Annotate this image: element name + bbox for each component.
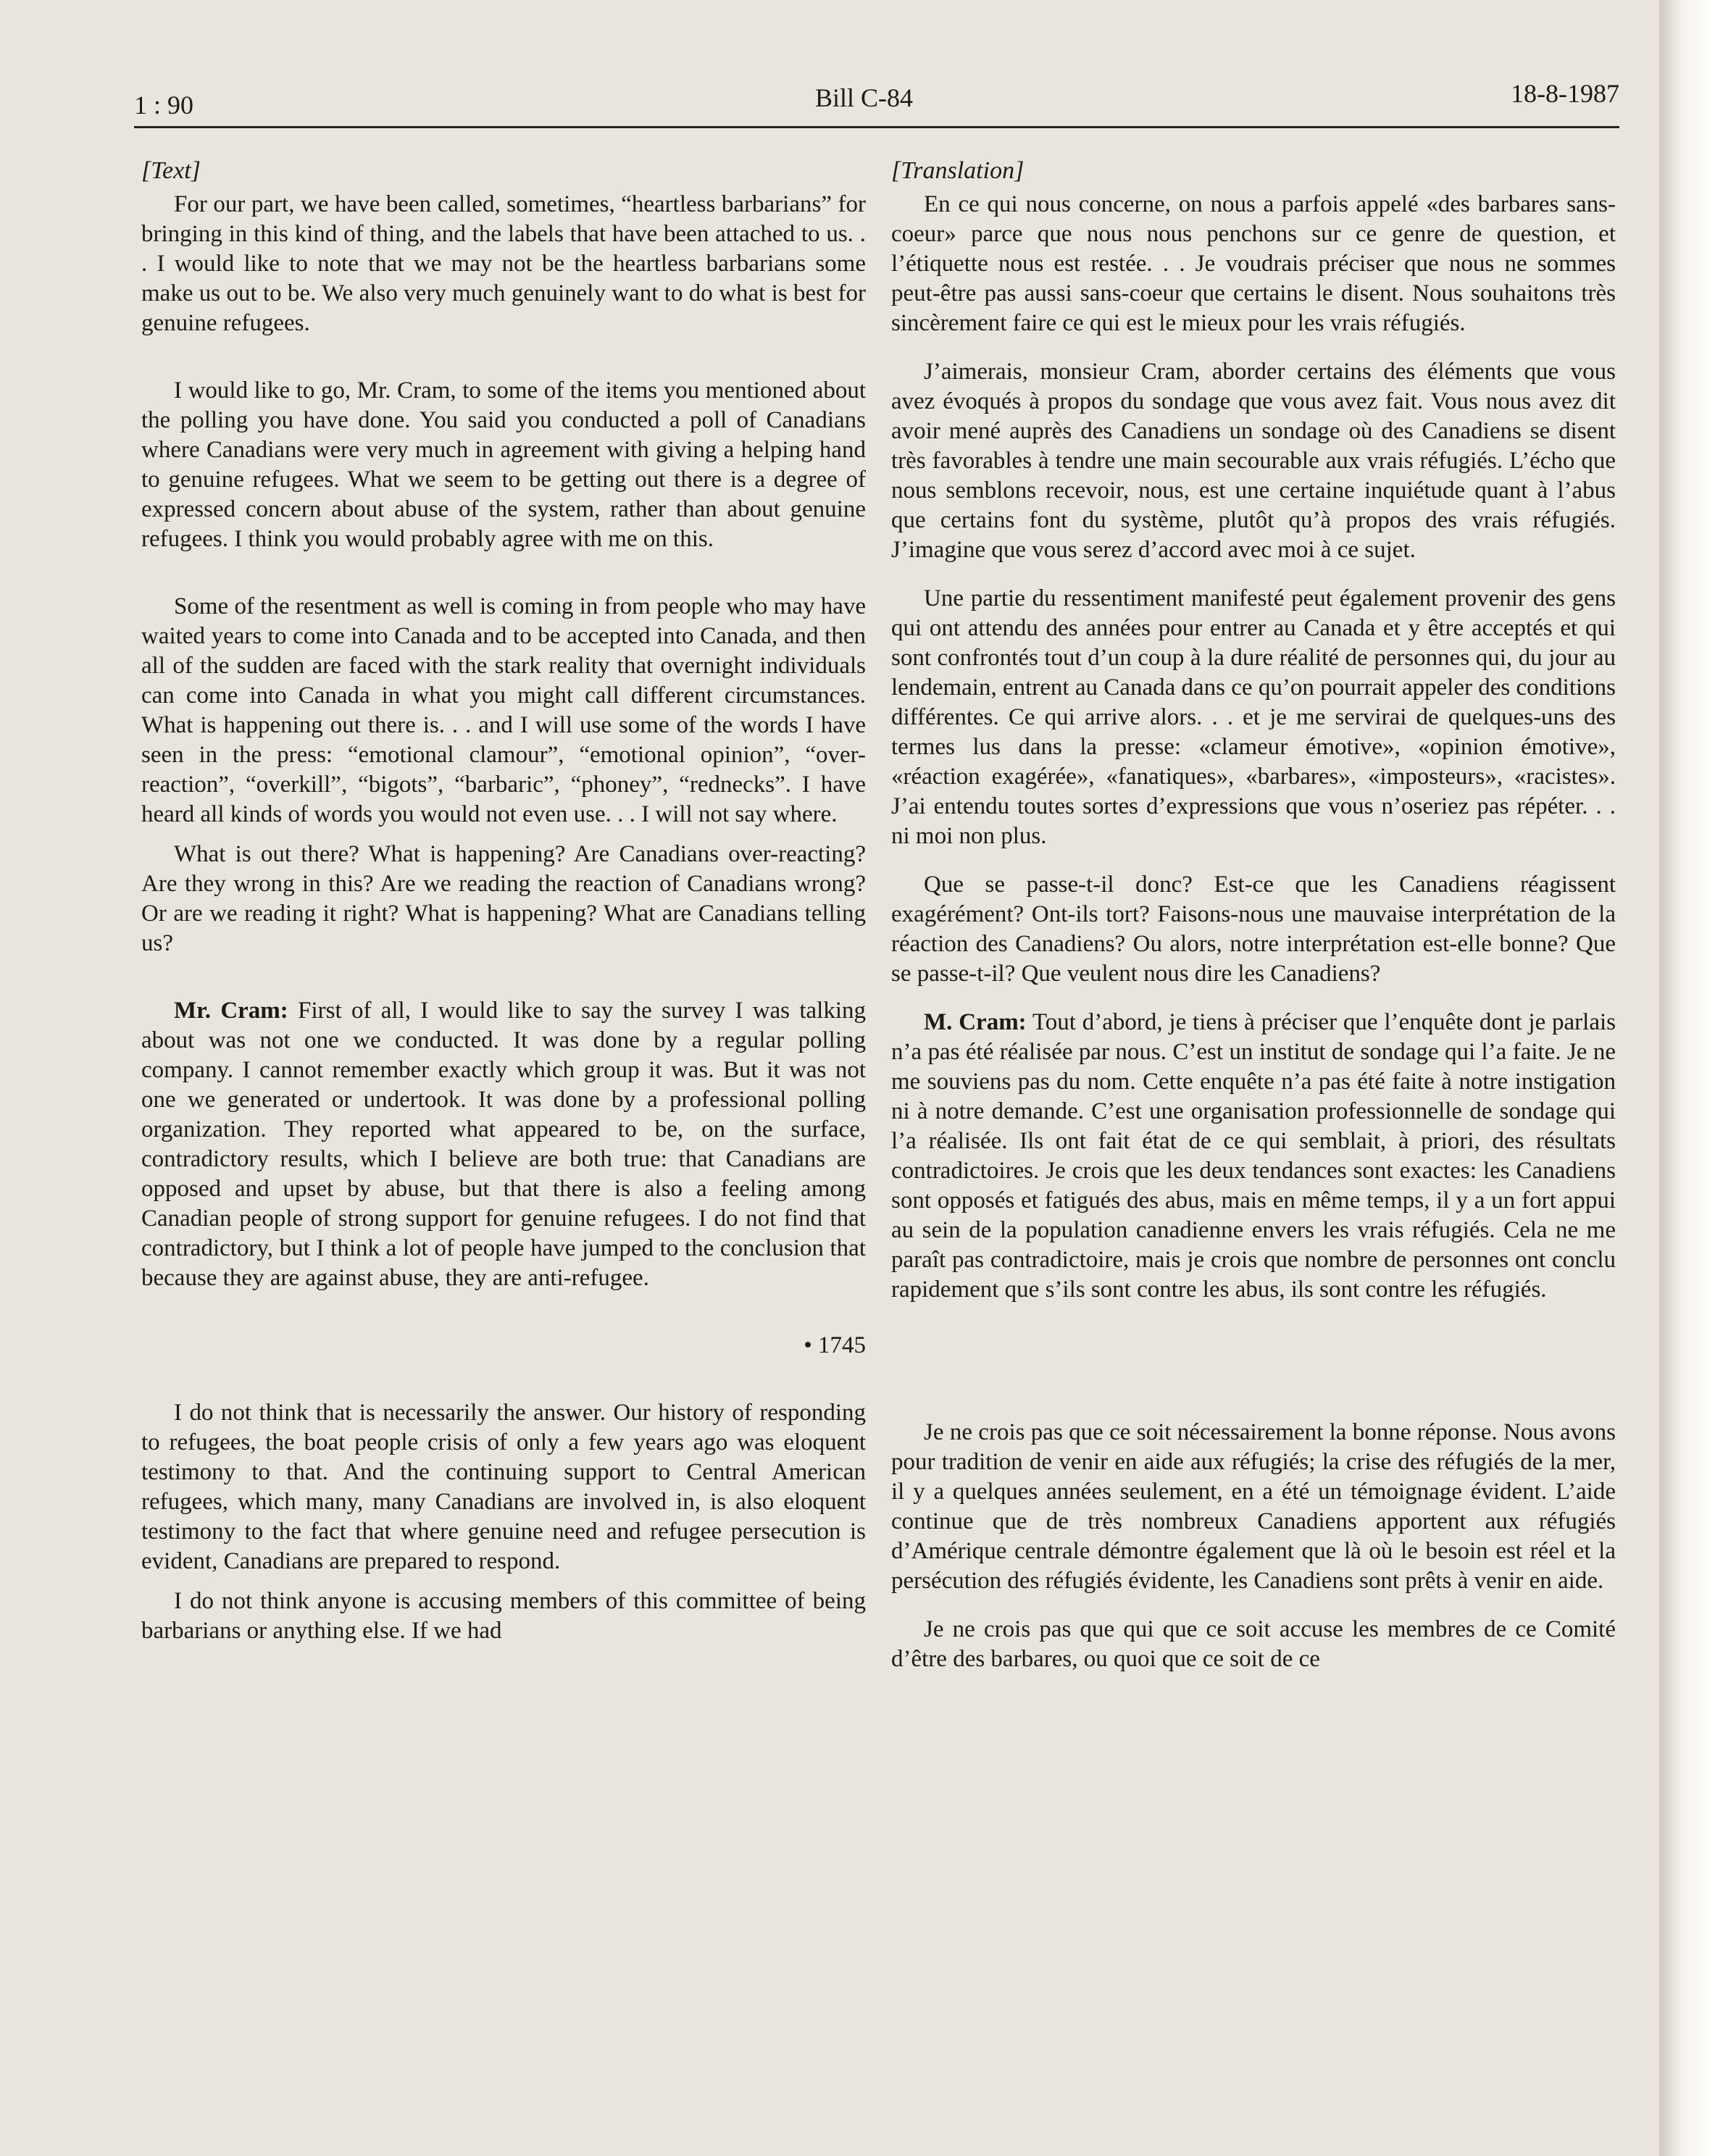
speaker-text: First of all, I would like to say the survey I was talking about was not one we conducted. It was done by a regular polling company. I cannot remember exactly which group it was. But it was not one we generated or undertook. It was done by a professional polling organization. They reported what appeared to be, on the surface, contradictory results, which I believe are both true: that Canadians are opposed and upset by abuse, but that there is also a feeling among Canadian people of strong support for genuine refugees. I do not find that contradictory, but I think a lot of people have jumped to the conclusion that because they are against abuse, they are anti-refugee. — [141, 998, 866, 1291]
paragraph: Some of the resentment as well is coming in from people who may have waited years to come into Canada and to be accepted into Canada, and then all of the sudden are faced with the stark reality that overnight individuals can come into Canada in what you might call different circumstances. What is happening out there is. . . and I will use some of the words I have seen in the press: “emotional clamour”, “emotional opinion”, “over-reaction”, “overkill”, “bigots”, “barbaric”, “phoney”, “rednecks”. I have heard all kinds of words you would not even use. . . I will not say where. — [141, 593, 866, 827]
paragraph: I would like to go, Mr. Cram, to some of the items you mentioned about the polling you have done. You said you conducted a poll of Canadians where Canadians were very much in agreement with giving a helping hand to genuine refugees. What we seem to be getting out there is a degree of expressed concern about abuse of the system, rather than about genuine refugees. I think you would probably agree with me on this. — [141, 377, 866, 552]
text-label: [Text] — [141, 157, 201, 184]
english-column — [141, 156, 866, 1646]
header-rule — [134, 126, 1619, 128]
page-number: 1 : 90 — [134, 91, 194, 120]
document-date: 18-8-1987 — [1511, 79, 1619, 108]
paragraph: For our part, we have been called, sometimes, “heartless barbarians” for bringing in this kind of thing, and the labels that have been attached to us. . . I would like to note that we may not be the heartless barbarians some make us out to be. We also very much genuinely want to do what is best for genuine refugees. — [141, 191, 866, 336]
speaker-name: Mr. Cram: — [174, 998, 288, 1024]
paragraph: Que se passe-t-il donc? Est-ce que les Canadiens réagissent exagérément? Ont-ils tort? Faisons-nous une mauvaise interprétation de la réaction des Canadiens? Ou alors, notre interprétation est-elle bonne? Que se passe-t-il? Que veulent nous dire les Canadiens? — [891, 872, 1616, 987]
translation-label: [Translation] — [891, 157, 1025, 184]
paragraph: What is out there? What is happening? Are Canadians over-reacting? Are they wrong in this? Are we reading the reaction of Canadians wrong? Or are we reading it right? What is happening? What are Canadians telling us? — [141, 841, 866, 956]
paragraph: I do not think that is necessarily the answer. Our history of responding to refugees, the boat people crisis of only a few years ago was eloquent testimony to that. And the continuing support to Central American refugees, which many, many Canadians are involved in, is also eloquent testimony to the fact that where genuine need and refugee persecution is evident, Canadians are prepared to respond. — [141, 1400, 866, 1574]
paragraph: Je ne crois pas que qui que ce soit accuse les membres de ce Comité d’être des barbares, ou quoi que ce soit de ce — [891, 1616, 1616, 1672]
french-column — [891, 156, 1616, 1674]
paragraph: J’aimerais, monsieur Cram, aborder certains des éléments que vous avez évoqués à propos du sondage que vous avez fait. Vous nous avez dit avoir mené auprès des Canadiens un sondage où des Canadiens se disent très favorables à tendre une main secourable aux vrais réfugiés. L’écho que nous semblons recevoir, nous, est une certaine inquiétude quant à l’abus que certains font du système, plutôt qu’à propos des vrais réfugiés. J’imagine que vous serez d’accord avec moi à ce sujet. — [891, 359, 1616, 563]
speaker-text: Tout d’abord, je tiens à préciser que l’enquête dont je parlais n’a pas été réalisée par nous. C’est un institut de sondage qui l’a faite. Je ne me souviens pas du nom. Cette enquête n’a pas été faite à notre instigation ni à notre demande. C’est une organisation professionnelle de sondage qui l’a réalisée. Ils ont fait état de ce qui semblait, à priori, des résultats contradictoires. Je crois que les deux tendances sont exactes: les Canadiens sont opposés et fatigués des abus, mais en même temps, il y a un fort appui au sein de la population canadienne envers les vrais réfugiés. Cela ne me paraît pas contradictoire, mais je crois que nombre de personnes ont conclu rapidement que s’ils sont contre les abus, ils sont contre les réfugiés. — [891, 1009, 1616, 1303]
page-header — [134, 78, 1619, 129]
paragraph: Une partie du ressentiment manifesté peut également provenir des gens qui ont attendu des années pour entrer au Canada et y être acceptés et qui sont confrontés tout d’un coup à la dure réalité de personnes qui, du jour au lendemain, entrent au Canada dans ce qu’on pourrait appeler des conditions différentes. Ce qui arrive alors. . . et je me servirai de quelques-uns des termes lus dans la presse: «clameur émotive», «opinion émotive», «réaction exagérée», «fanatiques», «barbares», «imposteurs», «racistes». J’ai entendu toutes sortes d’expressions que vous n’oseriez pas répéter. . . ni moi non plus. — [891, 585, 1616, 849]
speaker-paragraph — [141, 996, 866, 1293]
timestamp: • 1745 — [804, 1332, 866, 1358]
speaker-name: M. Cram: — [924, 1009, 1027, 1035]
page-edge — [1659, 0, 1715, 2156]
speaker-paragraph — [891, 1008, 1616, 1305]
paragraph: Je ne crois pas que ce soit nécessairement la bonne réponse. Nous avons pour tradition de venir en aide aux réfugiés; la crise des réfugiés de la mer, il y a quelques années seulement, en a été un témoignage évident. L’aide continue que de très nombreux Canadiens apportent aux réfugiés d’Amérique centrale démontre également que là où le besoin est réel et la persécution des réfugiés évidente, les Canadiens sont prêts à venir en aide. — [891, 1419, 1616, 1594]
paragraph: En ce qui nous concerne, on nous a parfois appelé «des barbares sans-coeur» parce que nous nous penchons sur ce genre de question, et l’étiquette nous est restée. . . Je voudrais préciser que nous ne sommes peut-être pas aussi sans-coeur que certains le disent. Nous souhaitons très sincèrement faire ce qui est le mieux pour les vrais réfugiés. — [891, 191, 1616, 336]
document-title: Bill C-84 — [815, 83, 914, 112]
paragraph: I do not think anyone is accusing members of this committee of being barbarians or anything else. If we had — [141, 1588, 866, 1644]
